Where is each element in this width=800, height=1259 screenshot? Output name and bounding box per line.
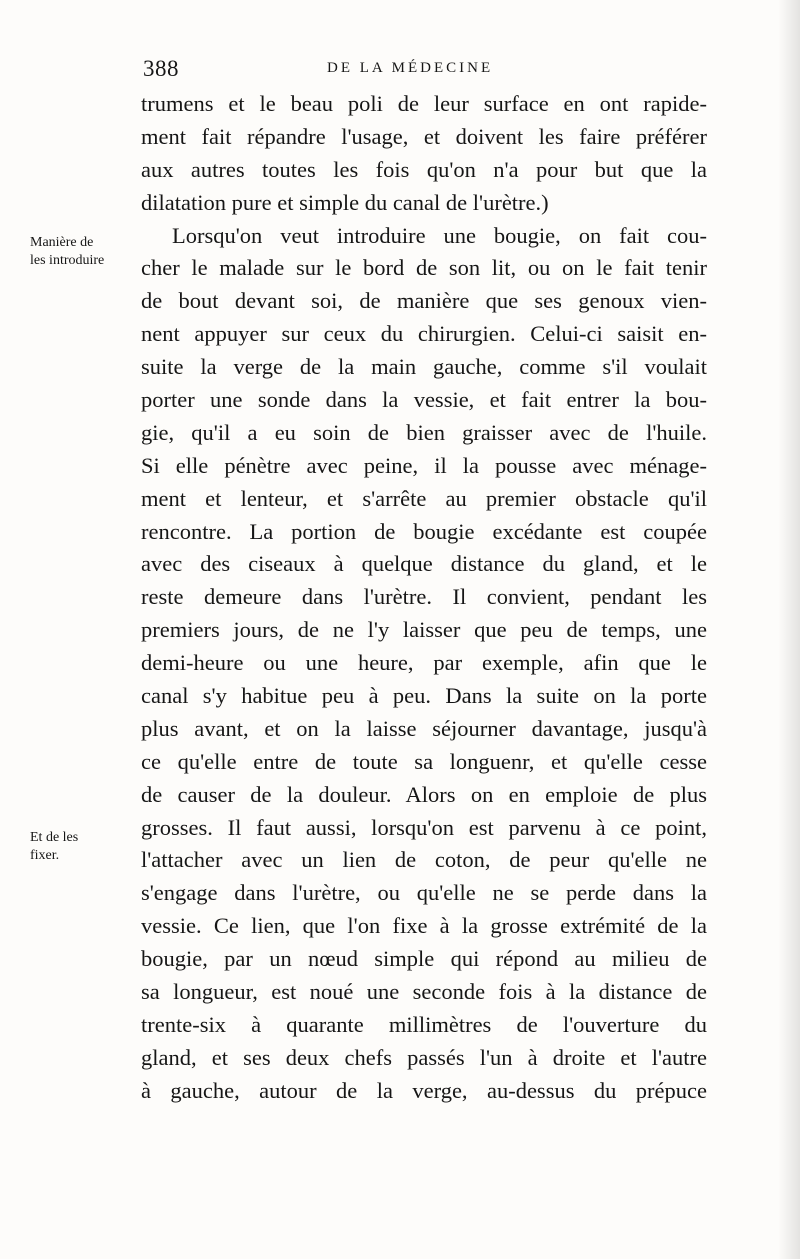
text-line: gie, qu'il a eu soin de bien graisser avec de l'huile.	[141, 419, 707, 445]
text-line: aux autres toutes les fois qu'on n'a pour but que la	[141, 156, 707, 182]
margin-note-line: Manière de	[30, 235, 94, 250]
text-line: ment fait répandre l'usage, et doivent les faire préférer	[141, 123, 707, 149]
text-line: bougie, par un nœud simple qui répond au milieu de	[141, 946, 707, 972]
text-line: cher le malade sur le bord de son lit, ou on le fait tenir	[141, 255, 707, 281]
text-line: l'attacher avec un lien de coton, de peur qu'elle ne	[141, 847, 707, 873]
margin-note-line: fixer.	[30, 848, 60, 863]
text-line: premiers jours, de ne l'y laisser que peu de temps, une	[141, 617, 707, 643]
text-line: trumens et le beau poli de leur surface en ont rapide-	[141, 91, 707, 116]
text-line: trente-six à quarante millimètres de l'ouverture du	[141, 1011, 707, 1037]
page-header	[0, 56, 800, 86]
text-line: grosses. Il faut aussi, lorsqu'on est parvenu à ce point,	[141, 814, 707, 840]
text-line: à gauche, autour de la verge, au-dessus du prépuce	[141, 1077, 707, 1103]
text-line: canal s'y habitue peu à peu. Dans la suite on la porte	[141, 683, 707, 709]
text-line: Si elle pénètre avec peine, il la pousse avec ménage-	[141, 452, 707, 478]
text-line: ment et lenteur, et s'arrête au premier obstacle qu'il	[141, 485, 707, 511]
text-line: de bout devant soi, de manière que ses genoux vien-	[141, 288, 707, 314]
text-line: porter une sonde dans la vessie, et fait entrer la bou-	[141, 387, 707, 413]
text-line: s'engage dans l'urètre, ou qu'elle ne se perde dans la	[141, 880, 707, 906]
margin-note-line: les introduire	[30, 253, 105, 268]
text-line: gland, et ses deux chefs passés l'un à droite et l'autre	[141, 1044, 707, 1070]
body-text	[141, 88, 707, 1108]
text-line: sa longueur, est noué une seconde fois à la distance de	[141, 979, 707, 1005]
text-line: plus avant, et on la laisse séjourner davantage, jusqu'à	[141, 715, 707, 741]
text-line: reste demeure dans l'urètre. Il convient, pendant les	[141, 584, 707, 610]
text-line: dilatation pure et simple du canal de l'urètre.)	[141, 189, 549, 215]
text-line: rencontre. La portion de bougie excédante est coupée	[141, 518, 707, 544]
margin-note-line: Et de les	[30, 830, 79, 845]
text-line: de causer de la douleur. Alors on en emploie de plus	[141, 781, 707, 807]
page-number: 388	[143, 56, 179, 81]
text-line: suite la verge de la main gauche, comme s'il voulait	[141, 354, 707, 380]
text-line: Lorsqu'on veut introduire une bougie, on fait cou-	[172, 222, 707, 248]
running-title: DE LA MÉDECINE	[327, 60, 494, 76]
text-line: nent appuyer sur ceux du chirurgien. Celui-ci saisit en-	[141, 321, 707, 347]
text-line: demi-heure ou une heure, par exemple, afin que le	[141, 650, 707, 676]
text-line: ce qu'elle entre de toute sa longuenr, et qu'elle cesse	[141, 748, 707, 774]
margin-note-fixer	[30, 829, 78, 865]
text-line: vessie. Ce lien, que l'on fixe à la grosse extrémité de la	[141, 913, 707, 939]
text-line: avec des ciseaux à quelque distance du gland, et le	[141, 551, 707, 577]
margin-note-introduire	[30, 234, 104, 270]
page-edge-shadow	[778, 0, 800, 1259]
